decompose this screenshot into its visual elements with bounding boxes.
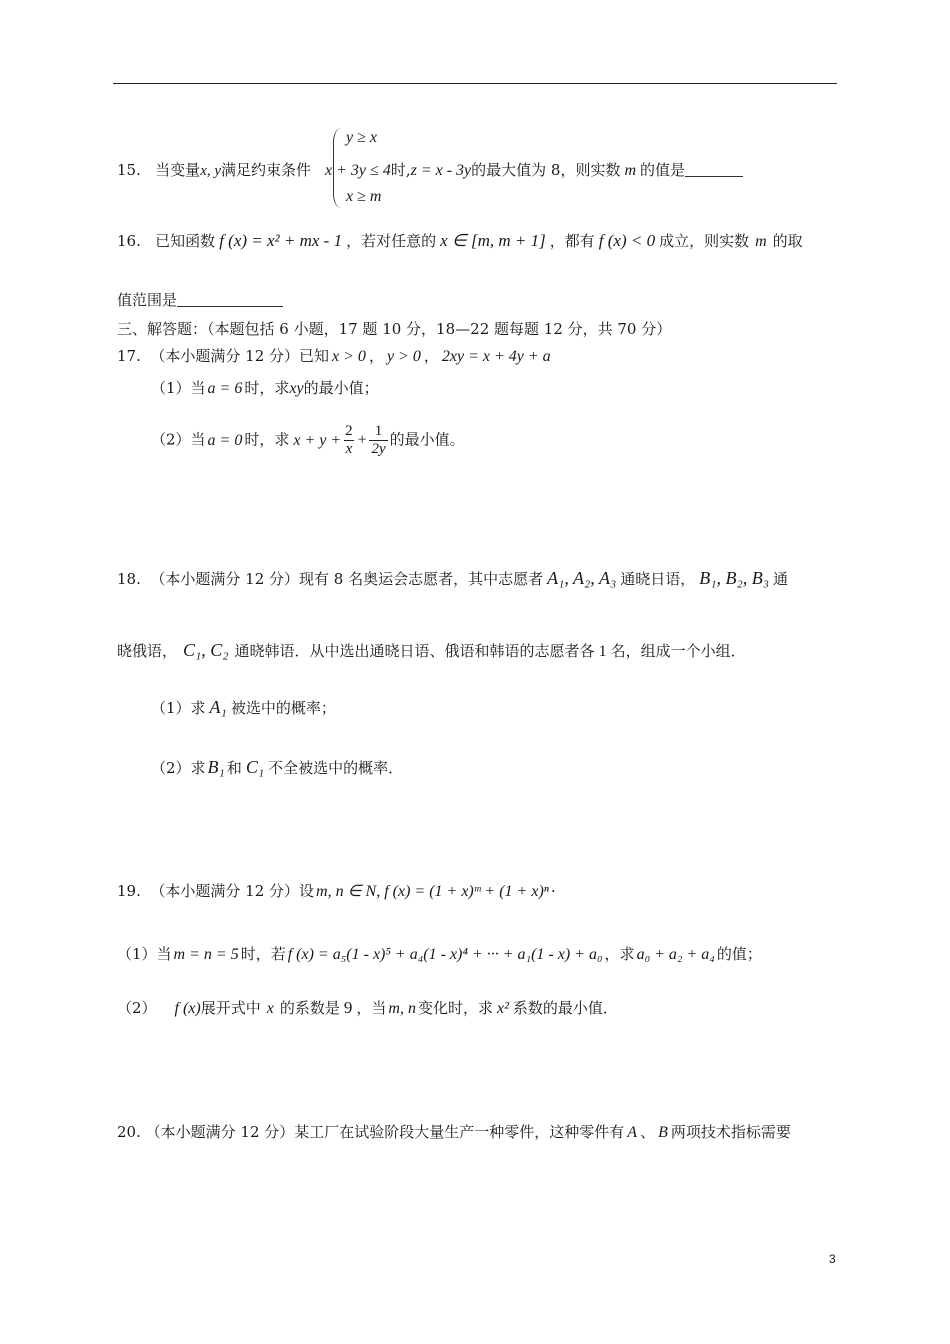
q18-line-1: 18. （本小题满分 12 分）现有 8 名奥运会志愿者，其中志愿者 A₁, A₂, A₃ 通晓日语， B₁, B₂, B₃ 通 [117,568,789,588]
q16-answer-blank[interactable] [177,292,283,307]
q18-line-2: 晓俄语， C₁, C₂ 通晓韩语．从中选出通晓日语、俄语和韩语的志愿者各 1 名，组成一个小组． [117,640,746,660]
q18-part2: （2）求 B₁ 和 C₁ 不全被选中的概率． [151,757,404,777]
q19-line: 19. （本小题满分 12 分）设 m, n ∈ N, f (x) = (1 + x)ᵐ + (1 + x)ⁿ · [117,882,556,900]
q18-part1: （1）求 A₁ 被选中的概率； [151,697,336,717]
q20-line: 20. （本小题满分 12 分）某工厂在试验阶段大量生产一种零件，这种零件有 A 、 B 两项技术指标需要 [117,1123,791,1141]
q15-line: 15. 当变量x, y满足约束条件 x + 3y ≤ 4时,z = x - 3y的最大值为 8，则实数 m 的值是 [117,159,743,180]
q15-answer-blank[interactable] [685,162,743,177]
q17-part1: （1）当 a = 6 时，求xy的最小值； [151,379,379,397]
q17-part2: （2）当 a = 0 时，求 x + y + $\frac{2}{x}$ + $\frac{1}{2y}$ 的最小值。 [151,423,465,457]
page-number: 3 [829,1252,836,1266]
q16-line: 16. 已知函数 f (x) = x² + mx - 1 ，若对任意的 x ∈ [m, m + 1] ，都有 f (x) < 0 成立，则实数 m 的取 [117,231,803,250]
section-3-heading: 三、解答题：（本题包括 6 小题，17 题 10 分，18—22 题每题 12 分，共 70 分） [117,320,672,338]
q16-number: 16. [117,232,141,250]
fraction-1-over-2y: $\frac{1}{2y}$ [371,423,386,457]
q19-part1: （1）当 m = n = 5 时，若 f (x) = a₅(1 - x)⁵ + a₄(1 - x)⁴ + ··· + a₁(1 - x) + a₀ ，求 a₀ + a₂ + a₄ 的值； [117,945,762,963]
q15-constraint-1: y ≥ x [346,129,377,146]
q16-line-2: 值范围是 [117,289,283,310]
header-rule [113,83,837,84]
q17-line: 17. （本小题满分 12 分）已知 x > 0 ， y > 0 ， 2xy = x + 4y + a [117,347,551,365]
q15-constraint-3: x ≥ m [346,188,382,205]
fraction-2-over-x: $\frac{2}{x}$ [345,423,353,457]
q19-part2: （2） f (x)展开式中 x 的系数是 9 ，当 m, n 变化时，求 x² 系数的最小值． [117,998,618,1017]
q15-number: 15. [117,161,141,179]
